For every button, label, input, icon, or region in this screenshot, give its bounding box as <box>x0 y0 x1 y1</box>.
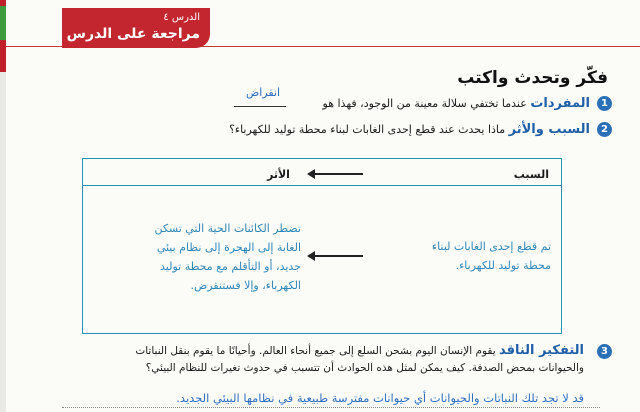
question-2 <box>229 122 590 137</box>
section-heading: فكّر وتحدث واكتب <box>457 68 608 88</box>
question-1-answer: انقراض <box>246 86 281 99</box>
cause-cell <box>401 237 551 275</box>
question-3-line: والحيوانات بمحض الصدفة. كيف يمكن لمثل هذه الحوادث أن تتسبب في حدوث تغيرات للنظام البيئي؟ <box>145 362 584 374</box>
question-3 <box>84 342 584 377</box>
lesson-title: مراجعة على الدرس <box>66 26 200 42</box>
question-1-number: 1 <box>597 96 612 111</box>
effect-line: الغابة إلى الهجرة إلى نظام بيئي <box>156 241 301 254</box>
cause-effect-arrow-icon <box>309 255 363 257</box>
effect-line: تضطر الكائنات الحية التي تسكن <box>154 222 301 235</box>
question-3-answer-line <box>62 407 600 408</box>
cause-line: محطة توليد للكهرباء. <box>455 259 551 272</box>
effect-header: الأثر <box>267 168 290 181</box>
question-2-text: ماذا يحدث عند قطع إحدى الغابات لبناء محطة توليد للكهرباء؟ <box>229 123 506 136</box>
question-1-blank <box>234 106 286 107</box>
question-3-label: التفكير الناقد <box>498 343 584 358</box>
edge-green-mark <box>0 6 6 40</box>
effect-line: الكهرباء، وإلا فستنقرض. <box>190 279 301 292</box>
question-1-label: المفردات <box>530 96 590 111</box>
question-3-answer: قد لا تجد تلك النباتات والحيوانات أي حيوانات مفترسة طبيعية في نظامها البيئي الجديد. <box>176 391 584 405</box>
cause-header: السبب <box>513 168 549 181</box>
lesson-tab <box>62 8 210 48</box>
effect-line: جديد، أو التأقلم مع محطة توليد <box>160 260 301 273</box>
question-2-number: 2 <box>597 122 612 137</box>
question-3-line: يقوم الإنسان اليوم بشحن السلع إلى جميع أنحاء العالم. وأحيانًا ما يقوم بنقل النباتات <box>135 345 496 357</box>
page-edge-strip <box>0 0 6 412</box>
table-header-rule <box>83 185 561 186</box>
header-arrow-icon <box>309 173 363 175</box>
question-1 <box>323 96 590 111</box>
effect-cell <box>105 219 301 295</box>
question-2-label: السبب والأثر <box>508 122 590 137</box>
cause-effect-table <box>82 158 562 334</box>
cause-line: تم قطع إحدى الغابات لبناء <box>431 240 551 253</box>
question-3-number: 3 <box>597 344 612 359</box>
question-1-text: عندما تختفي سلالة معينة من الوجود، فهذا هو <box>322 97 527 110</box>
lesson-number: الدرس ٤ <box>163 12 200 23</box>
